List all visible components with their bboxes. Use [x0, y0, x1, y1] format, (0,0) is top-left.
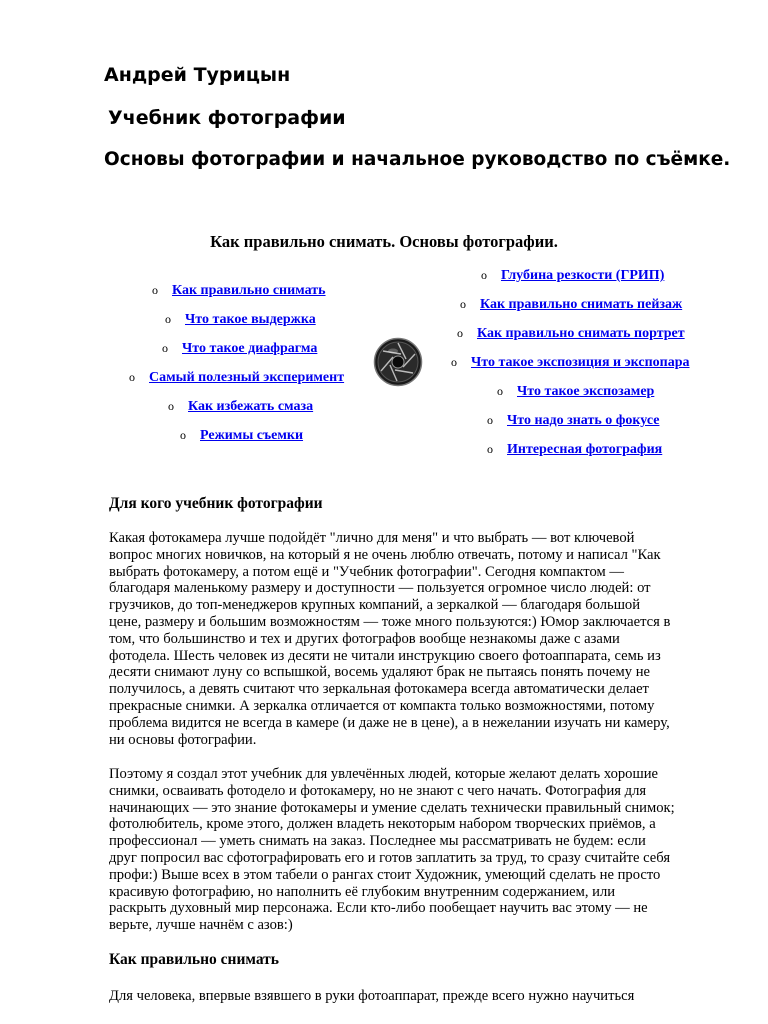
- list-bullet: o: [168, 399, 174, 413]
- list-bullet: o: [129, 370, 135, 384]
- toc-item: [162, 339, 317, 358]
- section-heading-audience: Для кого учебник фотографии: [109, 495, 323, 512]
- toc-link-metering[interactable]: Что такое экспозамер: [517, 384, 655, 399]
- paragraph-line: цене, размеру и большим возможностям — тоже много пользуются:) Юмор заключается в: [109, 613, 671, 630]
- toc-link-shutter-speed[interactable]: Что такое выдержка: [185, 312, 316, 327]
- paragraph-line: ни основы фотографии.: [109, 731, 257, 748]
- paragraph-line: красивую фотографию, но наполнить её глубоким внутренним содержанием, или: [109, 883, 616, 900]
- toc-item: [168, 397, 313, 416]
- list-bullet: o: [460, 297, 466, 311]
- toc-item: [180, 426, 303, 445]
- list-bullet: o: [497, 384, 503, 398]
- paragraph-line: снимки, осваивать фотодело и фотокамеру, но не знают с чего начать. Фотография для: [109, 782, 647, 799]
- toc-item: [481, 266, 664, 285]
- toc-item: [152, 281, 326, 300]
- toc-item: [451, 353, 690, 372]
- toc-link-exposure[interactable]: Что такое экспозиция и экспопара: [471, 355, 690, 370]
- camera-aperture-icon: [373, 337, 423, 387]
- paragraph-line: друг попросил вас сфотографировать его и готов заплатить за труд, то сразу считайте себя: [109, 849, 671, 866]
- paragraph-line: выбрать фотокамеру, а потом ещё и "Учебник фотографии". Сегодня компактом —: [109, 563, 624, 580]
- toc-link-interesting-photo[interactable]: Интересная фотография: [507, 442, 663, 457]
- paragraph-line: том, что большинство и тех и других фотографов вообще незнакомы даже с азами: [109, 630, 620, 647]
- author-name: Андрей Турицын: [104, 64, 291, 86]
- list-bullet: o: [487, 413, 493, 427]
- paragraph-purpose: [109, 766, 729, 934]
- paragraph-line: Для человека, впервые взявшего в руки фотоаппарат, прежде всего нужно научиться: [109, 988, 635, 1004]
- paragraph-line: профи:) Выше всех в этом табели о рангах стоит Художник, умеющий сделать не просто: [109, 866, 661, 883]
- toc-item: [487, 411, 659, 430]
- toc-link-portrait[interactable]: Как правильно снимать портрет: [477, 326, 685, 341]
- list-bullet: o: [451, 355, 457, 369]
- list-bullet: o: [487, 442, 493, 456]
- toc-link-shooting-modes[interactable]: Режимы съемки: [200, 428, 304, 443]
- list-bullet: o: [162, 341, 168, 355]
- list-bullet: o: [481, 268, 487, 282]
- book-title: Учебник фотографии: [108, 107, 346, 129]
- toc-item: [457, 324, 685, 343]
- toc-link-avoid-blur[interactable]: Как избежать смаза: [188, 399, 314, 414]
- book-subtitle: Основы фотографии и начальное руководство по съёмке.: [104, 149, 731, 170]
- toc-link-landscape[interactable]: Как правильно снимать пейзаж: [480, 297, 683, 312]
- list-bullet: o: [457, 326, 463, 340]
- paragraph-line: профессионал — уметь снимать на заказ. Последнее мы рассматривать не будем: если: [109, 833, 646, 850]
- paragraph-line: грузчиков, до топ-менеджеров крупных компаний, а зеркалкой — благодаря большой: [109, 597, 641, 614]
- paragraph-line: проблема видится не всегда в камере (и даже не в цене), а в нежелании изучать ни камеру,: [109, 714, 670, 731]
- toc-link-experiment[interactable]: Самый полезный эксперимент: [149, 370, 345, 385]
- paragraph-line: верьте, лучше начнём с азов:): [109, 917, 293, 934]
- paragraph-how-to-shoot: [109, 988, 729, 1005]
- paragraph-line: прекрасные снимки. А зеркалка отличается от компакта только возможностями, потому: [109, 697, 655, 714]
- paragraph-line: благодаря маленькому размеру и доступности — пользуется огромное число людей: от: [109, 580, 651, 597]
- paragraph-line: начинающих — это знание фотокамеры и умение сделать технически правильный снимок;: [109, 799, 675, 816]
- paragraph-line: вопрос многих новичков, на который я не очень люблю отвечать, потому и написал "Как: [109, 546, 661, 563]
- toc-item: [497, 382, 654, 401]
- toc-item: [129, 368, 344, 387]
- toc-link-focus[interactable]: Что надо знать о фокусе: [507, 413, 660, 428]
- toc-item: [165, 310, 316, 329]
- paragraph-line: раскрыть духовный мир персонажа. Если кто-либо пообещает научить вас этому — не: [109, 900, 648, 917]
- toc-link-depth-of-field[interactable]: Глубина резкости (ГРИП): [501, 268, 665, 283]
- list-bullet: o: [180, 428, 186, 442]
- toc-title: Как правильно снимать. Основы фотографии.: [210, 232, 558, 251]
- paragraph-intro: [109, 530, 729, 748]
- toc-link-aperture[interactable]: Что такое диафрагма: [182, 341, 318, 356]
- paragraph-line: Какая фотокамера лучше подойдёт "лично для меня" и что выбрать — вот ключевой: [109, 530, 635, 546]
- paragraph-line: Поэтому я создал этот учебник для увлечённых людей, которые желают делать хорошие: [109, 766, 658, 782]
- list-bullet: o: [165, 312, 171, 326]
- paragraph-line: фотолюбитель, кроме этого, должен владеть некоторым набором творческих приёмов, а: [109, 816, 656, 833]
- toc-link-how-to-shoot[interactable]: Как правильно снимать: [172, 283, 326, 298]
- paragraph-line: получилось, а девять считают что зеркальная фотокамера всегда автоматически делает: [109, 681, 649, 698]
- paragraph-line: десяти снимают луну со вспышкой, восемь удаляют брак не пытаясь понять почему не: [109, 664, 650, 681]
- toc-item: [460, 295, 682, 314]
- toc-item: [487, 440, 662, 459]
- section-heading-how-to-shoot: Как правильно снимать: [109, 951, 279, 968]
- paragraph-line: фотодела. Шесть человек из десяти не читали инструкцию своего фотоаппарата, семь из: [109, 647, 661, 664]
- list-bullet: o: [152, 283, 158, 297]
